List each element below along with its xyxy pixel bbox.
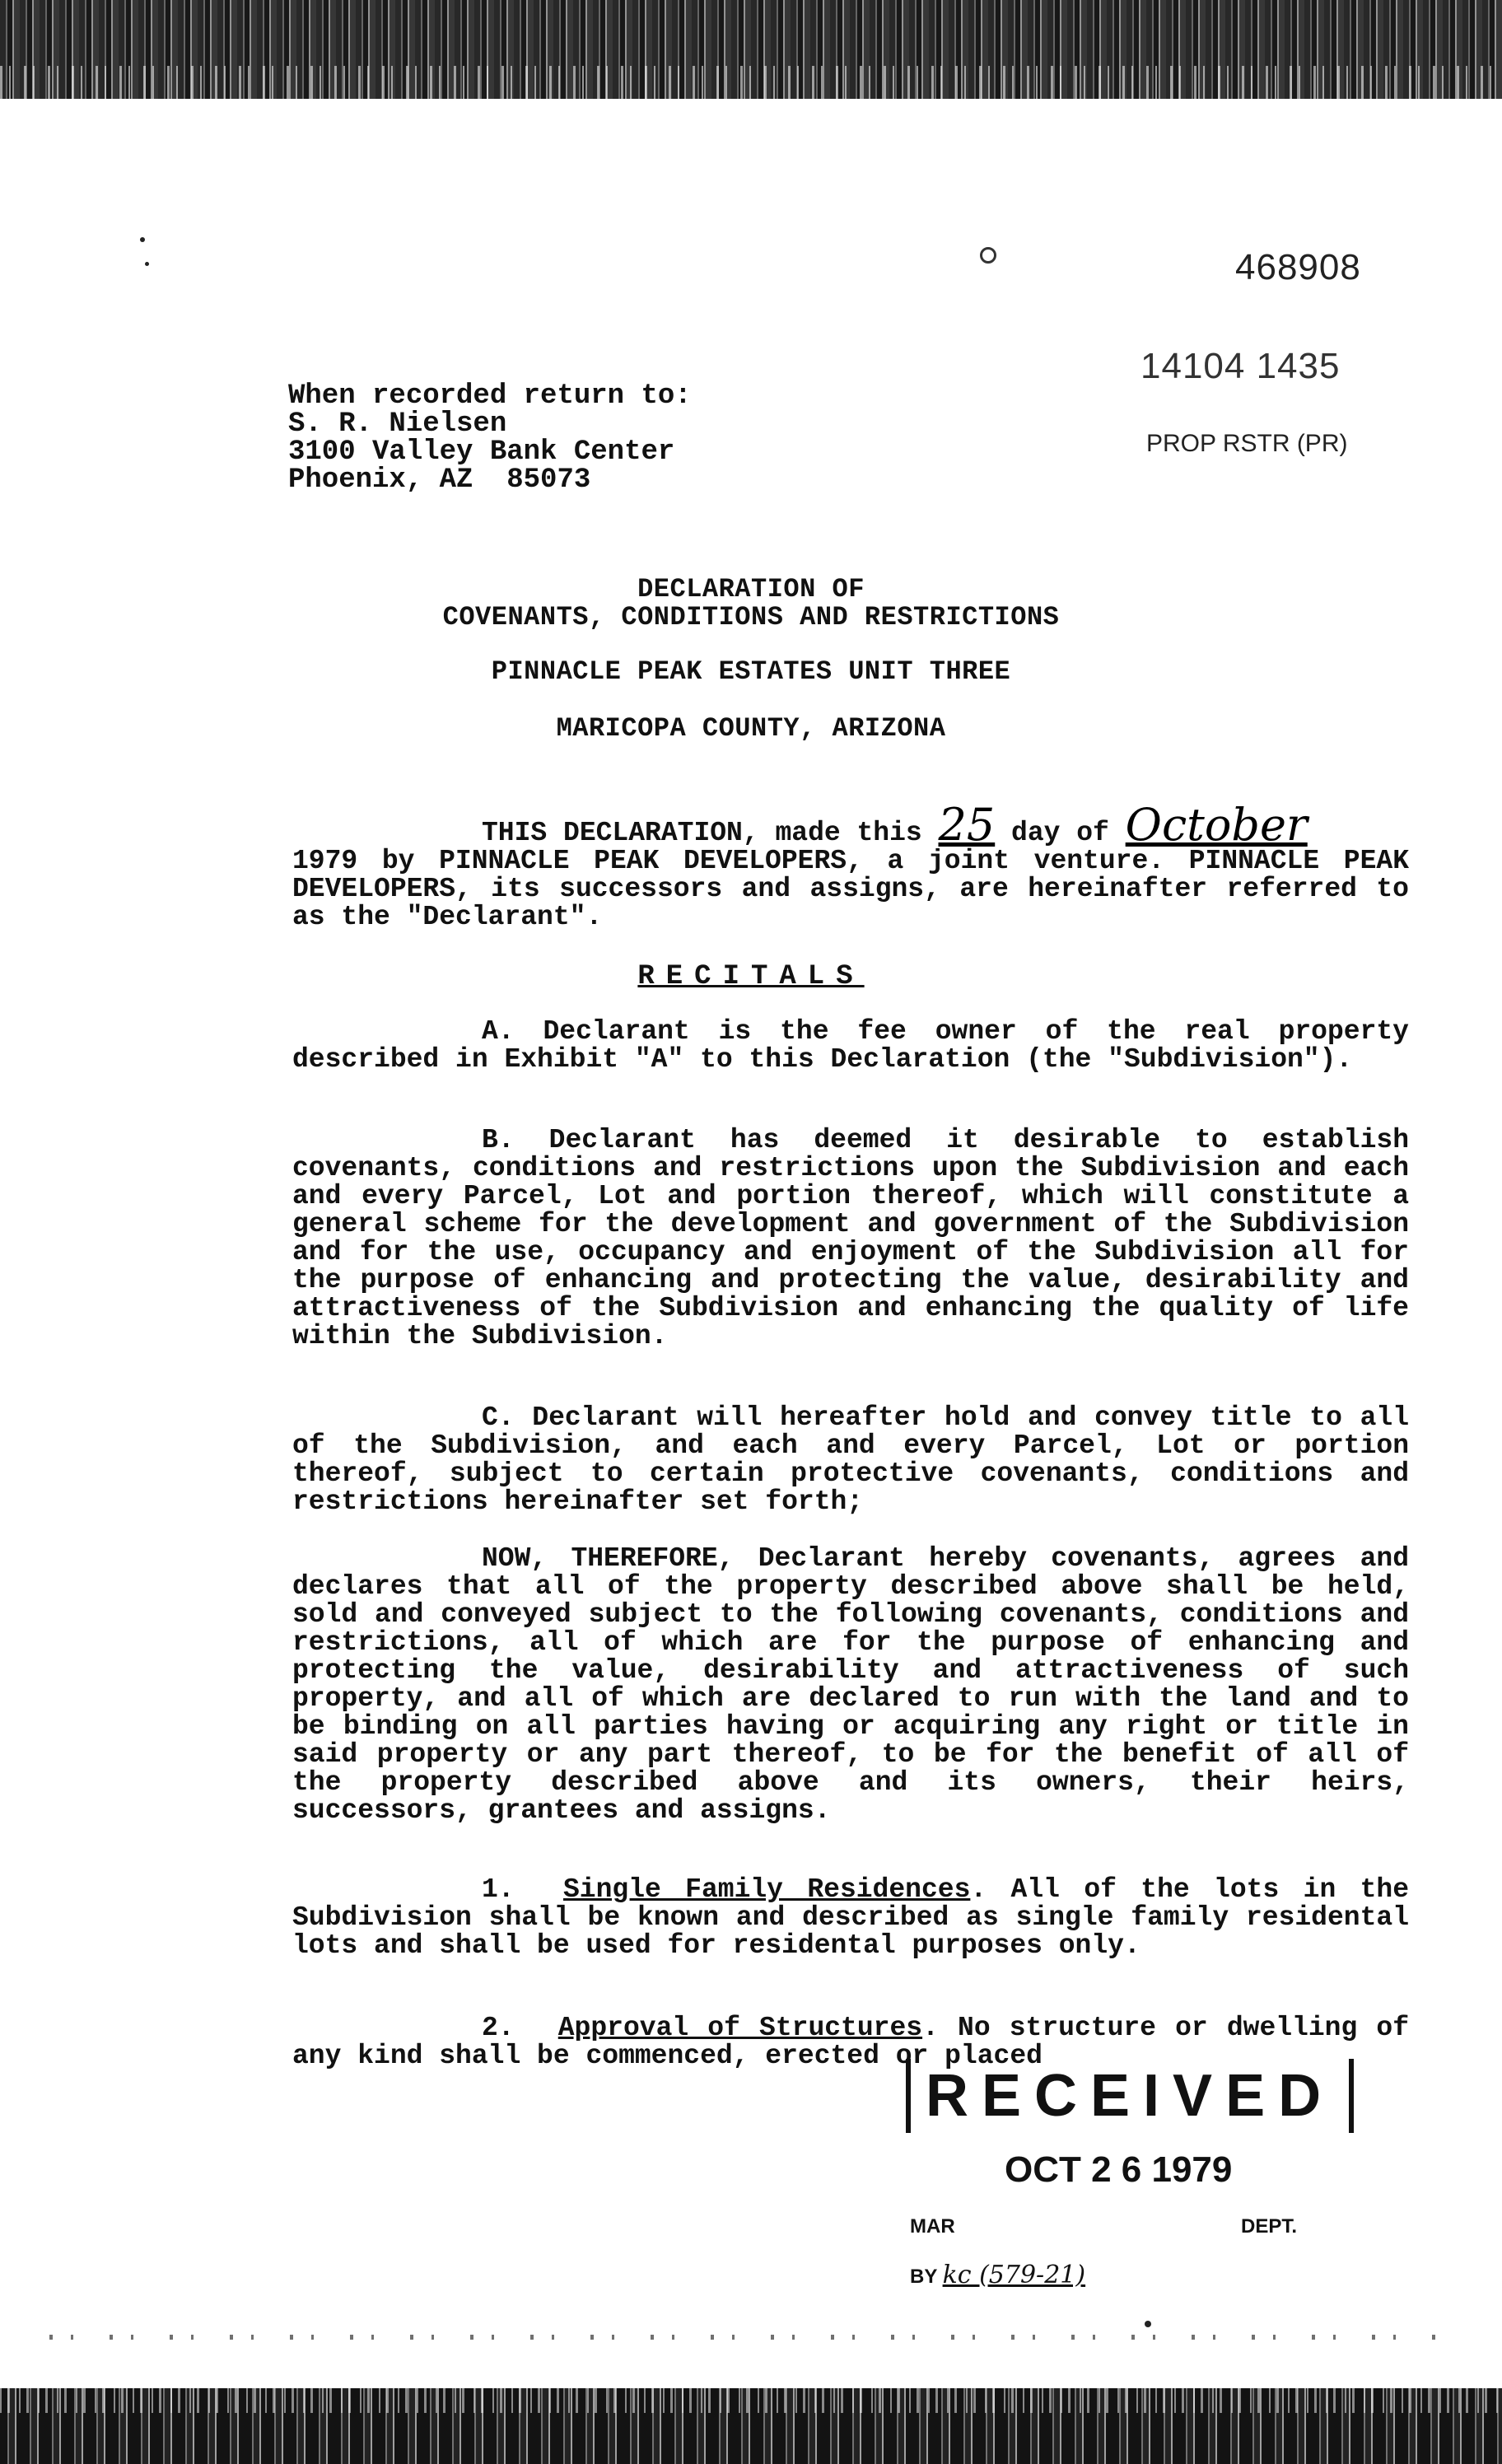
recital-b: B. Declarant has deemed it desirable to establish covenants, conditions and restrictions upon the Subdivision and each and every Parcel, Lot and portion thereof, which will constitute a general scheme for the development and government of the Subdivision and for the use, occupancy and enjoyment of the Subdivision all for the purpose of enhancing and protecting the value, desirability and attractiveness of the Subdivision and enhancing the quality of life within the Subdivision. — [292, 1125, 1409, 1351]
section-1-number: 1. — [482, 1874, 515, 1905]
received-dept-line — [910, 2215, 1297, 2238]
recital-c: C. Declarant will hereafter hold and convey title to all of the Subdivision, and each and every Parcel, Lot or portion thereof, subject to certain protective covenants, conditions and restrictions hereinafter set forth; — [292, 1402, 1409, 1517]
docket-page-stamp: 14104 1435 — [1140, 346, 1341, 386]
scan-noise-top — [0, 0, 1502, 99]
return-line-4: Phoenix, AZ 85073 — [288, 464, 591, 496]
month-handwritten: October — [1125, 799, 1308, 851]
scan-speck — [1145, 2321, 1151, 2327]
scan-speck-row — [49, 2335, 1449, 2340]
now-therefore-paragraph: NOW, THEREFORE, Declarant hereby covenants, agrees and declares that all of the property described above shall be held, sold and conveyed subject to the following covenants, conditions and restrictions, all of which are for the purpose of enhancing and protecting the value, desirability and attractiveness of such property, and all of which are declared to run with the land and to be binding on all parties having or acquiring any right or title in said property or any part thereof, to be for the benefit of all of the property described above and its owners, their heirs, successors, grantees and assigns. — [292, 1543, 1409, 1826]
section-1 — [292, 1876, 1409, 1960]
scan-speck — [980, 247, 996, 264]
day-handwritten: 25 — [938, 799, 996, 851]
received-date: OCT 2 6 1979 — [1005, 2149, 1233, 2190]
section-2-text: . No structure or dwelling of any kind shall be commenced, erected or placed — [292, 2013, 1410, 2071]
section-1-heading: Single Family Residences — [562, 1874, 971, 1905]
title-line-3: PINNACLE PEAK ESTATES UNIT THREE — [491, 656, 1011, 687]
recital-a: A. Declarant is the fee owner of the real property described in Exhibit "A" to this Declaration (the "Subdivision"). — [292, 1016, 1409, 1075]
return-line-2: S. R. Nielsen — [288, 408, 507, 440]
recitals-heading: RECITALS — [637, 961, 865, 992]
received-by-label: BY — [910, 2266, 937, 2288]
intro-text-c: 1979 by PINNACLE PEAK DEVELOPERS, a joint venture. PINNACLE PEAK DEVELOPERS, its successors and assigns, are hereinafter referred to as the "Declarant". — [292, 846, 1409, 932]
section-1-text: . All of the lots in the Subdivision shall be known and described as single family residental lots and shall be used for residental purposes only. — [292, 1874, 1410, 1961]
title-line-1: DECLARATION OF — [637, 574, 865, 604]
title-line-4: MARICOPA COUNTY, ARIZONA — [556, 713, 946, 744]
received-dept-right: DEPT. — [1240, 2215, 1297, 2238]
section-2-heading: Approval of Structures — [557, 2013, 923, 2043]
prop-rstr-stamp: PROP RSTR (PR) — [1146, 430, 1348, 457]
return-line-3: 3100 Valley Bank Center — [288, 436, 675, 468]
title-line-2: COVENANTS, CONDITIONS AND RESTRICTIONS — [442, 602, 1060, 632]
received-by-handwritten: kc (579-21) — [942, 2261, 1086, 2289]
scan-noise-bottom — [0, 2388, 1502, 2464]
scan-speck — [140, 237, 145, 242]
return-address-block — [288, 382, 692, 494]
received-stamp: RECEIVED — [906, 2059, 1354, 2133]
intro-paragraph — [292, 799, 1409, 932]
intro-text-b: day of — [1011, 818, 1109, 848]
section-2-number: 2. — [482, 2013, 515, 2043]
received-dept-left: MAR — [910, 2215, 955, 2238]
intro-text-a: THIS DECLARATION, made this — [482, 818, 922, 848]
document-number-stamp: 468908 — [1235, 247, 1361, 287]
return-line-1: When recorded return to: — [288, 380, 692, 412]
scan-speck — [145, 262, 149, 266]
received-by-line — [910, 2261, 1085, 2289]
